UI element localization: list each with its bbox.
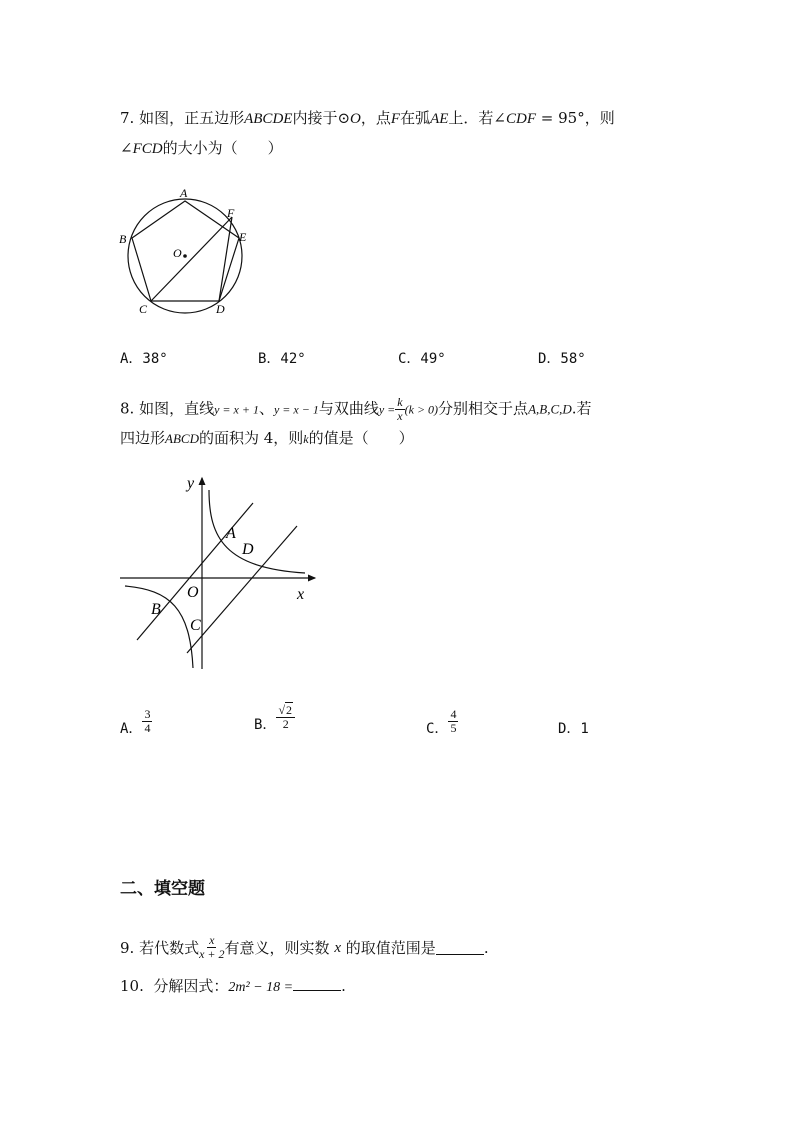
q7-pentagon-name: ABCDE — [244, 111, 293, 127]
q7-angle-value: = 95° — [540, 109, 585, 127]
q8-stem-line2 — [120, 428, 414, 449]
q9-number: 9. — [120, 938, 135, 957]
q7-text: 上．若 — [448, 109, 494, 127]
label-b: B — [119, 232, 127, 246]
q9-text: 的取值范围是 — [345, 938, 436, 957]
q8-option-b[interactable] — [254, 704, 295, 735]
q8-text: 的值是（ ） — [308, 429, 414, 447]
q8-option-b-num: √2 — [276, 704, 295, 718]
label-e: E — [239, 230, 247, 244]
q7-option-b[interactable]: B．42° — [258, 351, 306, 367]
label-a: A — [180, 186, 188, 200]
q7-option-a[interactable]: A．38° — [120, 351, 168, 367]
label-d: D — [216, 302, 225, 316]
angle-icon: ∠ — [493, 109, 506, 127]
q8-figure — [115, 468, 330, 674]
label-o: O — [187, 584, 199, 601]
q8-text: .若 — [571, 399, 592, 418]
q8-option-c-fraction — [448, 708, 458, 735]
q7-text: ，则 — [584, 109, 615, 127]
label-a: A — [226, 525, 236, 542]
label-x: x — [297, 586, 305, 603]
q8-quad-name: ABCD — [165, 431, 199, 446]
q8-option-c[interactable] — [426, 708, 458, 739]
q9-text: 若代数式 — [139, 938, 200, 957]
q7-text: 的大小为（ ） — [162, 139, 283, 157]
q8-hyp-fraction — [395, 396, 404, 423]
label-y: y — [187, 475, 195, 492]
q7-stem-line1 — [120, 108, 615, 129]
q7-text: 如图，正五边形 — [139, 109, 245, 127]
q8-option-c-label: C． — [426, 721, 449, 737]
section-title: 二、填空题 — [120, 879, 205, 899]
q7-text: 内接于 — [292, 109, 338, 127]
center-point — [183, 254, 187, 258]
q8-option-a[interactable] — [120, 708, 152, 739]
q7-option-c[interactable]: C．49° — [398, 351, 446, 367]
q7-text: 在弧 — [400, 109, 431, 127]
q9-fraction — [199, 934, 224, 961]
hyperbola-branch-1 — [209, 490, 305, 573]
q10-expression: 2m² − 18 = — [228, 980, 294, 995]
q9-answer-blank[interactable] — [436, 940, 484, 955]
q8-text: 、 — [258, 399, 274, 418]
q8-option-b-radicand: 2 — [286, 703, 293, 717]
label-d: D — [242, 541, 254, 558]
q10-end: . — [341, 977, 346, 995]
angle-icon: ∠ — [120, 139, 133, 157]
label-b: B — [151, 601, 161, 618]
q7-stem-line2 — [120, 138, 283, 159]
hyperbola-branch-2 — [125, 586, 193, 668]
q8-option-b-den: 2 — [282, 717, 289, 731]
q7-number: 7. — [120, 109, 135, 127]
q7-circle-center: O — [350, 111, 361, 127]
q8-hyp-cond: (k > 0) — [404, 402, 439, 417]
q7-option-d[interactable]: D．58° — [538, 351, 586, 367]
q7-figure — [115, 185, 255, 320]
q9-var: x — [334, 939, 342, 956]
q7-angle-fcd: FCD — [132, 141, 163, 157]
q8-text: 的面积为 4，则 — [198, 429, 304, 447]
q8-text: 四边形 — [120, 429, 166, 447]
q7-arc-name: AE — [430, 111, 449, 127]
q8-option-c-num: 4 — [450, 707, 457, 721]
q8-hyp-num: k — [397, 395, 403, 409]
q8-option-a-num: 3 — [144, 707, 151, 721]
circle-symbol-icon: ⊙ — [337, 109, 351, 127]
label-o: O — [173, 246, 182, 260]
q9-frac-den: x + 2 — [199, 947, 225, 961]
q9-frac-num: x — [209, 933, 215, 947]
label-c: C — [139, 302, 148, 316]
label-c: C — [190, 617, 201, 634]
label-f: F — [227, 206, 235, 220]
q9-text: 有意义，则实数 — [224, 938, 330, 957]
q8-option-a-fraction — [142, 708, 152, 735]
q8-hyp-lhs: y = — [378, 402, 396, 417]
q8-option-d[interactable]: D．1 — [558, 721, 589, 737]
q8-number: 8. — [120, 399, 135, 418]
q8-hyp-den: x — [397, 409, 403, 423]
segment-df — [219, 217, 232, 301]
q7-angle-cdf: CDF — [506, 111, 536, 127]
q8-line2-eq: y = x − 1 — [273, 402, 319, 417]
segment-cf — [151, 217, 232, 301]
q8-text: 分别相交于点 — [438, 399, 529, 418]
q10-number: 10. — [120, 977, 144, 995]
q7-text: ，点 — [360, 109, 391, 127]
q8-option-b-label: B． — [254, 717, 277, 733]
q8-option-b-fraction — [276, 704, 295, 731]
q8-points: A,B,C,D — [528, 401, 572, 417]
q8-option-c-den: 5 — [450, 721, 457, 735]
q8-option-a-label: A． — [120, 721, 143, 737]
q10-stem — [120, 976, 346, 998]
q7-point-f: F — [390, 111, 401, 127]
q10-answer-blank[interactable] — [293, 976, 341, 991]
q8-k: k — [303, 432, 309, 446]
pentagon-abcde — [132, 201, 239, 301]
q8-text: 与双曲线 — [318, 399, 379, 418]
q8-option-a-den: 4 — [144, 721, 151, 735]
q9-end: . — [483, 938, 489, 957]
q8-text: 如图，直线 — [139, 399, 215, 418]
q8-stem-line1 — [120, 396, 592, 423]
q9-stem — [120, 934, 489, 961]
q8-line1-eq: y = x + 1 — [214, 402, 259, 417]
q10-text: 分解因式： — [153, 977, 229, 995]
